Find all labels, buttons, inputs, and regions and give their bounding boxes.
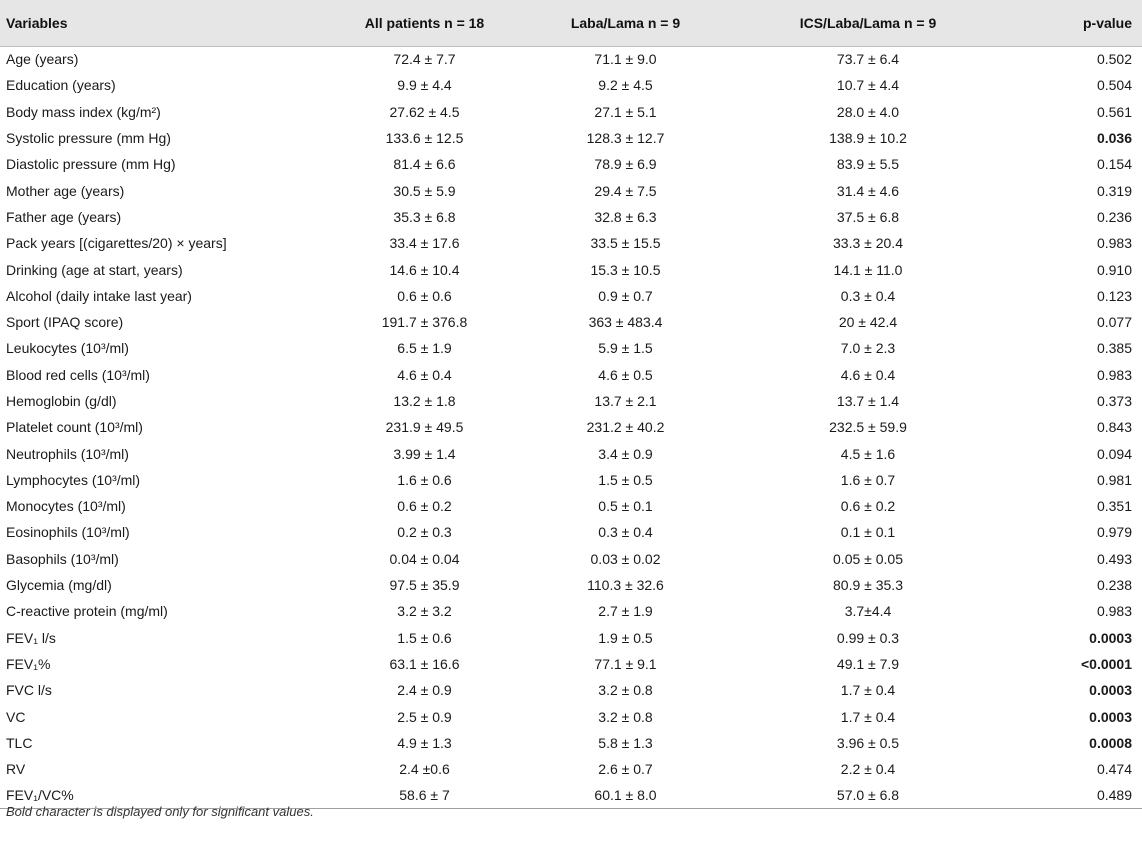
cell-variable: Alcohol (daily intake last year) <box>6 287 192 304</box>
cell-ics-laba-lama: 1.6 ± 0.7 <box>840 471 896 488</box>
cell-all-patients: 33.4 ± 17.6 <box>389 235 460 252</box>
cell-p-value: 0.504 <box>1096 77 1132 94</box>
cell-laba-lama: 4.6 ± 0.5 <box>598 366 653 383</box>
cell-laba-lama: 110.3 ± 32.6 <box>587 577 664 594</box>
cell-ics-laba-lama: 0.05 ± 0.05 <box>833 550 903 567</box>
cell-all-patients: 81.4 ± 6.6 <box>393 156 456 173</box>
table-row <box>0 362 1142 388</box>
cell-p-value: 0.319 <box>1096 182 1132 199</box>
table-footnote: Bold character is displayed only for significant values. <box>6 804 314 819</box>
cell-p-value: 0.094 <box>1096 445 1132 462</box>
cell-p-value: 0.077 <box>1096 314 1132 331</box>
cell-p-value: <0.0001 <box>1081 655 1132 672</box>
cell-laba-lama: 2.7 ± 1.9 <box>598 603 653 620</box>
cell-variable: Glycemia (mg/dl) <box>6 577 112 594</box>
cell-all-patients: 35.3 ± 6.8 <box>393 208 456 225</box>
table-row <box>0 230 1142 256</box>
cell-laba-lama: 3.2 ± 0.8 <box>598 708 653 725</box>
table-row <box>0 467 1142 493</box>
cell-ics-laba-lama: 3.96 ± 0.5 <box>836 734 900 751</box>
table-body <box>0 46 1142 809</box>
cell-laba-lama: 13.7 ± 2.1 <box>594 393 657 409</box>
cell-ics-laba-lama: 73.7 ± 6.4 <box>836 51 900 68</box>
cell-p-value: 0.843 <box>1096 419 1132 436</box>
cell-ics-laba-lama: 83.9 ± 5.5 <box>836 156 900 173</box>
cell-laba-lama: 0.03 ± 0.02 <box>590 550 661 567</box>
header-row <box>0 0 1142 46</box>
table-row <box>0 730 1142 756</box>
cell-p-value: 0.0003 <box>1089 629 1132 646</box>
cell-laba-lama: 33.5 ± 15.5 <box>590 235 661 252</box>
cell-laba-lama: 3.4 ± 0.9 <box>598 445 653 462</box>
table-row <box>0 72 1142 98</box>
cell-p-value: 0.0008 <box>1089 734 1132 751</box>
header-p-value: p-value <box>1003 0 1142 46</box>
cell-variable: Basophils (10³/ml) <box>6 550 119 567</box>
cell-variable: Platelet count (10³/ml) <box>6 419 143 436</box>
cell-all-patients: 133.6 ± 12.5 <box>385 130 464 147</box>
cell-variable: Systolic pressure (mm Hg) <box>6 130 171 147</box>
cell-laba-lama: 363 ± 483.4 <box>588 314 663 331</box>
cell-p-value: 0.489 <box>1003 782 1142 808</box>
cell-variable: Monocytes (10³/ml) <box>6 498 126 515</box>
cell-all-patients: 27.62 ± 4.5 <box>389 103 460 120</box>
table-header <box>0 0 1142 46</box>
cell-all-patients: 2.4 ±0.6 <box>399 761 450 778</box>
table-row <box>0 99 1142 125</box>
cell-p-value: 0.561 <box>1096 103 1132 120</box>
table-row <box>0 151 1142 177</box>
cell-all-patients: 2.4 ± 0.9 <box>397 682 452 699</box>
cell-all-patients: 3.99 ± 1.4 <box>393 445 456 462</box>
cell-all-patients: 1.5 ± 0.6 <box>397 629 452 646</box>
cell-variable: Body mass index (kg/m²) <box>6 103 161 120</box>
cell-p-value: 0.236 <box>1096 208 1132 225</box>
cell-ics-laba-lama: 0.6 ± 0.2 <box>840 498 896 515</box>
cell-all-patients: 231.9 ± 49.5 <box>385 419 464 436</box>
cell-laba-lama: 0.3 ± 0.4 <box>598 524 653 541</box>
cell-all-patients: 4.9 ± 1.3 <box>397 734 452 751</box>
cell-ics-laba-lama: 2.2 ± 0.4 <box>840 761 896 778</box>
table-row <box>0 388 1142 414</box>
cell-p-value: 0.373 <box>1096 393 1132 409</box>
cell-p-value: 0.154 <box>1096 156 1132 173</box>
cell-variable: Blood red cells (10³/ml) <box>6 366 150 383</box>
table-row <box>0 335 1142 361</box>
cell-variable: RV <box>6 761 26 778</box>
cell-p-value: 0.910 <box>1096 261 1132 278</box>
cell-laba-lama: 128.3 ± 12.7 <box>586 130 665 147</box>
cell-ics-laba-lama: 80.9 ± 35.3 <box>833 577 903 594</box>
cell-all-patients: 0.6 ± 0.6 <box>397 287 452 304</box>
table-row <box>0 204 1142 230</box>
cell-ics-laba-lama: 232.5 ± 59.9 <box>829 419 907 436</box>
cell-laba-lama: 15.3 ± 10.5 <box>590 261 661 278</box>
cell-ics-laba-lama: 31.4 ± 4.6 <box>836 182 900 199</box>
cell-ics-laba-lama: 10.7 ± 4.4 <box>836 77 900 94</box>
cell-all-patients: 0.2 ± 0.3 <box>397 524 452 541</box>
cell-p-value: 0.983 <box>1096 366 1132 383</box>
cell-ics-laba-lama: 7.0 ± 2.3 <box>840 340 896 357</box>
table-row <box>0 256 1142 282</box>
cell-all-patients: 2.5 ± 0.9 <box>397 708 452 725</box>
cell-ics-laba-lama: 0.3 ± 0.4 <box>840 287 896 304</box>
header-ics-laba-lama: ICS/Laba/Lama n = 9 <box>733 0 1003 46</box>
cell-all-patients: 191.7 ± 376.8 <box>381 314 468 331</box>
cell-p-value: 0.351 <box>1096 498 1132 515</box>
cell-ics-laba-lama: 0.99 ± 0.3 <box>836 629 900 646</box>
cell-variable: Age (years) <box>6 51 79 68</box>
cell-ics-laba-lama: 33.3 ± 20.4 <box>833 235 903 252</box>
cell-all-patients: 63.1 ± 16.6 <box>389 655 460 672</box>
cell-p-value: 0.981 <box>1096 471 1132 488</box>
cell-variable: Mother age (years) <box>6 182 125 199</box>
cell-all-patients: 30.5 ± 5.9 <box>393 182 456 199</box>
cell-laba-lama: 32.8 ± 6.3 <box>594 208 657 225</box>
table-row <box>0 125 1142 151</box>
cell-variable: Drinking (age at start, years) <box>6 261 183 278</box>
cell-variable: VC <box>6 708 26 725</box>
cell-laba-lama: 0.5 ± 0.1 <box>598 498 653 515</box>
cell-all-patients: 1.6 ± 0.6 <box>397 471 452 488</box>
cell-ics-laba-lama: 37.5 ± 6.8 <box>836 208 900 225</box>
cell-variable: Eosinophils (10³/ml) <box>6 524 130 541</box>
cell-laba-lama: 77.1 ± 9.1 <box>594 655 657 672</box>
cell-p-value: 0.983 <box>1096 235 1132 252</box>
cell-all-patients: 3.2 ± 3.2 <box>397 603 452 620</box>
cell-ics-laba-lama: 4.5 ± 1.6 <box>840 445 896 462</box>
cell-p-value: 0.983 <box>1096 603 1132 620</box>
cell-laba-lama: 1.5 ± 0.5 <box>598 471 653 488</box>
cell-variable: Father age (years) <box>6 208 122 225</box>
cell-variable: FEV₁/VC% <box>0 782 331 808</box>
cell-laba-lama: 231.2 ± 40.2 <box>586 419 665 436</box>
cell-all-patients: 13.2 ± 1.8 <box>393 393 456 409</box>
cell-variable: Sport (IPAQ score) <box>6 314 124 331</box>
cell-laba-lama: 60.1 ± 8.0 <box>518 782 733 808</box>
table-row <box>0 177 1142 203</box>
table-row <box>0 46 1142 72</box>
cell-all-patients: 72.4 ± 7.7 <box>393 51 456 68</box>
table-row <box>0 598 1142 624</box>
cell-p-value: 0.036 <box>1096 130 1132 147</box>
cell-variable: Lymphocytes (10³/ml) <box>6 471 141 488</box>
cell-ics-laba-lama: 57.0 ± 6.8 <box>733 782 1003 808</box>
table-row <box>0 756 1142 782</box>
table-row <box>0 651 1142 677</box>
table-row <box>0 493 1142 519</box>
header-all-patients: All patients n = 18 <box>331 0 518 46</box>
table-row <box>0 414 1142 440</box>
cell-ics-laba-lama: 28.0 ± 4.0 <box>836 103 900 120</box>
cell-variable: C-reactive protein (mg/ml) <box>6 603 168 620</box>
table-row <box>0 572 1142 598</box>
cell-variable: FEV₁% <box>6 655 51 672</box>
cell-laba-lama: 9.2 ± 4.5 <box>598 77 653 94</box>
cell-p-value: 0.238 <box>1096 577 1132 594</box>
cell-laba-lama: 0.9 ± 0.7 <box>598 287 653 304</box>
table-row <box>0 625 1142 651</box>
cell-variable: FEV₁ l/s <box>6 629 56 646</box>
table-row <box>0 677 1142 703</box>
cell-ics-laba-lama: 4.6 ± 0.4 <box>840 366 896 383</box>
cell-ics-laba-lama: 13.7 ± 1.4 <box>836 393 900 409</box>
table-row <box>0 546 1142 572</box>
cell-variable: Diastolic pressure (mm Hg) <box>6 156 176 173</box>
cell-all-patients: 9.9 ± 4.4 <box>397 77 452 94</box>
cell-p-value: 0.385 <box>1096 340 1132 357</box>
cell-p-value: 0.979 <box>1096 524 1132 541</box>
cell-ics-laba-lama: 138.9 ± 10.2 <box>829 130 907 147</box>
cell-ics-laba-lama: 1.7 ± 0.4 <box>840 682 896 699</box>
cell-laba-lama: 71.1 ± 9.0 <box>594 51 657 68</box>
cell-all-patients: 4.6 ± 0.4 <box>397 366 452 383</box>
cell-ics-laba-lama: 14.1 ± 11.0 <box>833 261 903 278</box>
cell-laba-lama: 78.9 ± 6.9 <box>594 156 657 173</box>
cell-ics-laba-lama: 0.1 ± 0.1 <box>840 524 896 541</box>
cell-all-patients: 58.6 ± 7 <box>331 782 518 808</box>
cell-variable: Neutrophils (10³/ml) <box>6 445 129 462</box>
cell-p-value: 0.0003 <box>1089 682 1132 699</box>
cell-laba-lama: 27.1 ± 5.1 <box>594 103 657 120</box>
cell-variable: Leukocytes (10³/ml) <box>6 340 129 357</box>
cell-laba-lama: 3.2 ± 0.8 <box>598 682 653 699</box>
table-row <box>0 440 1142 466</box>
table-row <box>0 283 1142 309</box>
table-row <box>0 703 1142 729</box>
cell-laba-lama: 1.9 ± 0.5 <box>598 629 653 646</box>
cell-ics-laba-lama: 3.7±4.4 <box>844 603 892 620</box>
cell-variable: FVC l/s <box>6 682 52 699</box>
cell-all-patients: 0.04 ± 0.04 <box>389 550 460 567</box>
cell-p-value: 0.123 <box>1096 287 1132 304</box>
header-laba-lama: Laba/Lama n = 9 <box>518 0 733 46</box>
cell-p-value: 0.502 <box>1096 51 1132 68</box>
cell-ics-laba-lama: 20 ± 42.4 <box>838 314 898 331</box>
cell-laba-lama: 2.6 ± 0.7 <box>598 761 653 778</box>
cell-p-value: 0.0003 <box>1089 708 1132 725</box>
cell-laba-lama: 5.8 ± 1.3 <box>598 734 653 751</box>
cell-p-value: 0.474 <box>1096 761 1132 778</box>
cell-variable: Pack years [(cigarettes/20) × years] <box>6 235 227 252</box>
cell-all-patients: 6.5 ± 1.9 <box>397 340 452 357</box>
cell-all-patients: 97.5 ± 35.9 <box>389 577 460 594</box>
cell-laba-lama: 29.4 ± 7.5 <box>594 182 657 199</box>
cell-variable: TLC <box>6 734 33 751</box>
cell-all-patients: 14.6 ± 10.4 <box>389 261 460 278</box>
cell-variable: Hemoglobin (g/dl) <box>6 393 117 409</box>
cell-all-patients: 0.6 ± 0.2 <box>397 498 452 515</box>
table-row <box>0 519 1142 545</box>
cell-ics-laba-lama: 1.7 ± 0.4 <box>840 708 896 725</box>
cell-laba-lama: 5.9 ± 1.5 <box>598 340 653 357</box>
table-row <box>0 309 1142 335</box>
cell-p-value: 0.493 <box>1096 550 1132 567</box>
cell-ics-laba-lama: 49.1 ± 7.9 <box>836 655 900 672</box>
cell-variable: Education (years) <box>6 77 116 94</box>
header-variables: Variables <box>0 0 331 46</box>
